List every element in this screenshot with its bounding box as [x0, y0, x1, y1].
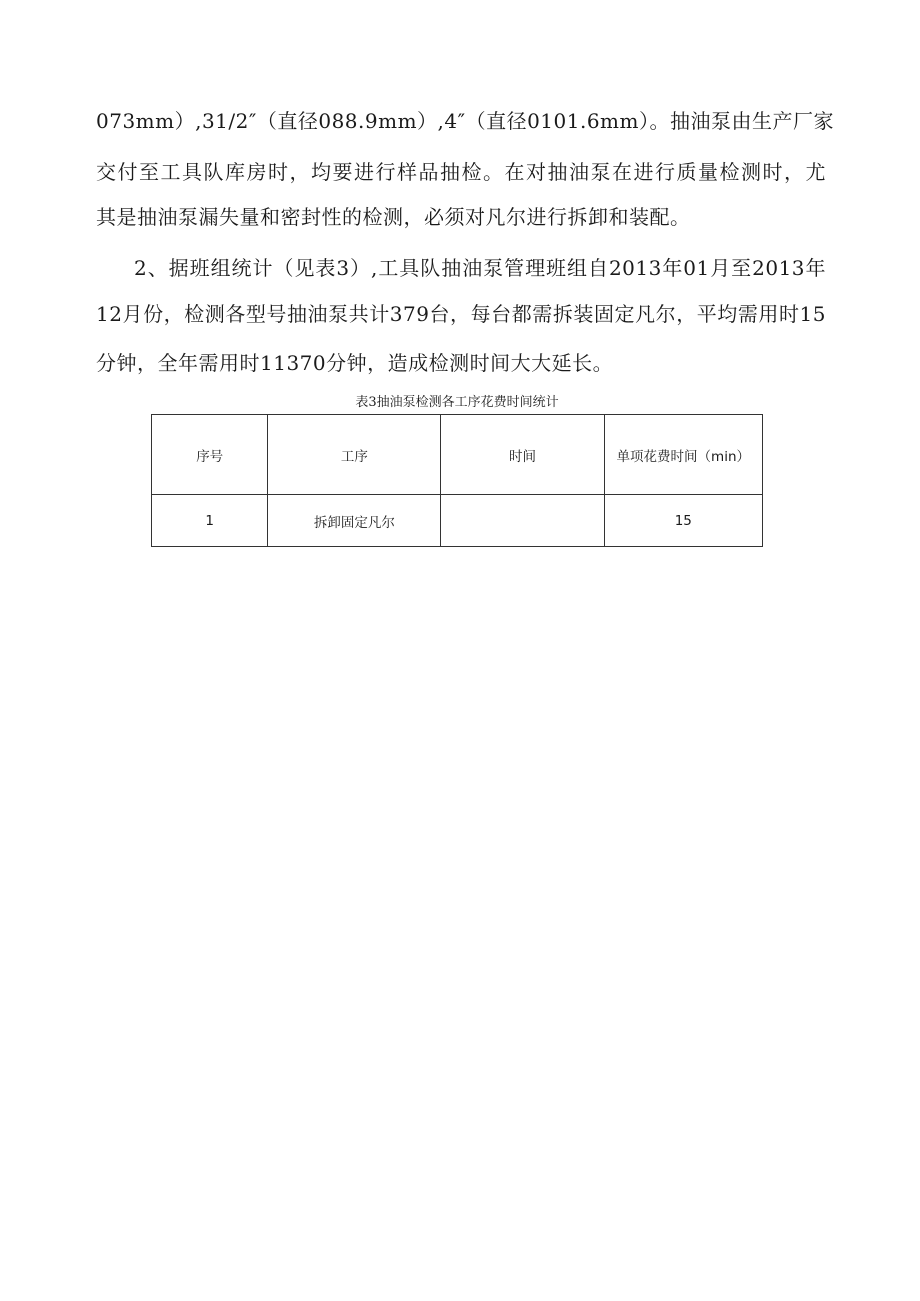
cell-index: 1 — [152, 495, 268, 547]
table-row — [152, 495, 763, 547]
paragraph-1-line-1: 073mm）,31/2″（直径088.9mm）,4″（直径0101.6mm）。抽油泵由生产厂家 — [96, 109, 834, 133]
paragraph-2-line-1: 2、据班组统计（见表3）,工具队抽油泵管理班组自2013年01月至2013年 — [134, 256, 826, 280]
cell-time — [441, 495, 604, 547]
cell-unit-time: 15 — [604, 495, 762, 547]
header-cell-index: 序号 — [152, 415, 268, 495]
table-caption: 表3抽油泵检测各工序花费时间统计 — [355, 395, 559, 410]
paragraph-1-line-2: 交付至工具队库房时，均要进行样品抽检。在对抽油泵在进行质量检测时，尤 — [96, 160, 826, 184]
process-time-table — [151, 414, 763, 547]
paragraph-2-line-3: 分钟，全年需用时11370分钟，造成检测时间大大延长。 — [96, 351, 614, 375]
header-cell-time: 时间 — [441, 415, 604, 495]
header-cell-process: 工序 — [268, 415, 441, 495]
table-header-row — [152, 415, 763, 495]
header-cell-unit-time: 单项花费时间（min） — [604, 415, 762, 495]
paragraph-2-line-2: 12月份，检测各型号抽油泵共计379台，每台都需拆装固定凡尔，平均需用时15 — [96, 302, 826, 326]
paragraph-1-line-3: 其是抽油泵漏失量和密封性的检测，必须对凡尔进行拆卸和装配。 — [96, 205, 691, 229]
cell-process: 拆卸固定凡尔 — [268, 495, 441, 547]
